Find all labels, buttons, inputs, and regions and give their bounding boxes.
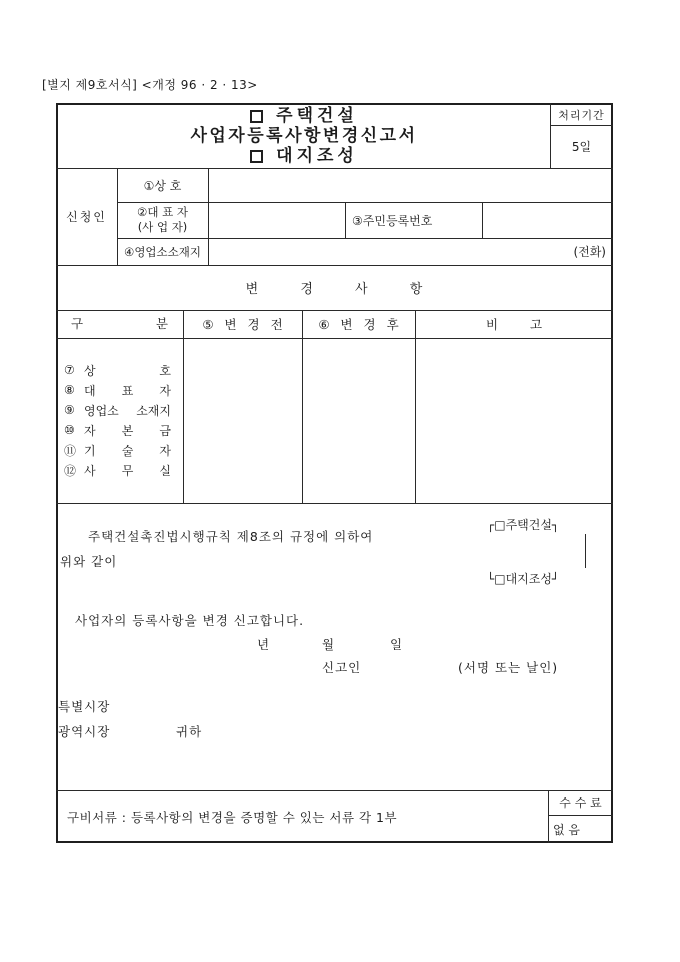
column-header-category: 구 분 (71, 316, 168, 331)
title-option-site-line (250, 146, 358, 166)
fee-label: 수 수 료 (559, 796, 602, 810)
circled-number-icon: ⑩ (64, 423, 75, 437)
title-option-site-label: 대지조성 (276, 146, 358, 166)
change-row-label: 대 표 자 (84, 383, 171, 398)
company-name-field[interactable] (208, 168, 613, 202)
year-label: 년 (257, 637, 271, 652)
change-row-label: 영업소 소재지 (84, 403, 171, 418)
circled-number-icon: ⑧ (64, 383, 75, 397)
recipient-metro-mayor: 광역시장 (58, 724, 111, 739)
circled-number-icon: ⑫ (64, 463, 77, 478)
change-row-office (64, 460, 171, 480)
change-row-representative (64, 380, 171, 400)
representative-label-line2: (사 업 자) (137, 220, 188, 234)
page-title (58, 106, 550, 166)
phone-label: (전화) (573, 245, 606, 259)
divider-line (56, 503, 613, 504)
processing-period-value: 5일 (571, 140, 592, 154)
change-row-label: 상 호 (84, 363, 171, 378)
change-row-office-address (64, 400, 171, 420)
after-change-field[interactable] (302, 338, 415, 503)
resident-number-label: ③주민등록번호 (352, 213, 433, 228)
declaration-statement: 사업자의 등록사항을 변경 신고합니다. (75, 613, 305, 628)
circled-number-icon: ⑪ (64, 443, 77, 458)
title-option-housing-label: 주택건설 (276, 106, 358, 126)
before-change-field[interactable] (183, 338, 302, 503)
bracket-connector-line (585, 534, 586, 568)
required-documents-text: 구비서류 : 등록사항의 변경을 증명할 수 있는 서류 각 1부 (67, 809, 398, 825)
resident-number-field[interactable] (482, 202, 613, 238)
checkbox-site-preparation-icon[interactable] (250, 150, 263, 163)
column-header-after: ⑥ 변 경 후 (318, 317, 399, 332)
column-header-remarks: 비 고 (485, 317, 543, 332)
representative-field[interactable] (208, 202, 345, 238)
title-main-text: 사업자등록사항변경신고서 (190, 126, 418, 146)
legal-basis-text: 주택건설촉진법시행규칙 제8조의 규정에 의하여 (88, 529, 374, 544)
recipient-suffix: 귀하 (176, 724, 203, 739)
fee-value: 없 음 (553, 822, 580, 837)
office-address-field[interactable] (208, 238, 613, 265)
change-row-label: 기 술 자 (84, 443, 171, 458)
bracket-option-housing: ┌□주택건설┐ (487, 518, 560, 532)
recipient-special-mayor: 특별시장 (58, 699, 111, 714)
representative-label-line1: ②대 표 자 (137, 205, 188, 219)
circled-number-icon: ⑨ (64, 403, 75, 417)
legal-basis-text2: 위와 같이 (60, 554, 118, 569)
month-label: 월 (322, 637, 336, 652)
form-code-text: [별지 제9호서식] <개정 96 · 2 · 13> (42, 78, 258, 92)
title-option-housing-line (250, 106, 358, 126)
change-row-label: 자 본 금 (84, 423, 171, 438)
representative-label (117, 202, 208, 238)
applicant-section-label: 신청인 (66, 210, 107, 224)
checkbox-housing-construction-icon[interactable] (250, 110, 263, 123)
bracket-option-site: └□대지조성┘ (487, 572, 560, 586)
declarant-label: 신고인 (322, 660, 362, 675)
day-label: 일 (390, 637, 404, 652)
processing-period-label: 처리기간 (558, 108, 605, 122)
company-name-label: ①상 호 (143, 178, 182, 193)
change-row-capital (64, 420, 171, 440)
column-header-before: ⑤ 변 경 전 (202, 317, 283, 332)
change-row-company (64, 360, 171, 380)
circled-number-icon: ⑦ (64, 363, 75, 377)
change-category-list (56, 360, 183, 480)
changes-section-title: 변 경 사 항 (245, 282, 424, 297)
office-address-label: ④영업소소재지 (124, 244, 201, 259)
change-row-technician (64, 440, 171, 460)
change-row-label: 사 무 실 (84, 463, 171, 478)
remarks-field[interactable] (415, 338, 613, 503)
signature-note: (서명 또는 날인) (458, 660, 559, 675)
